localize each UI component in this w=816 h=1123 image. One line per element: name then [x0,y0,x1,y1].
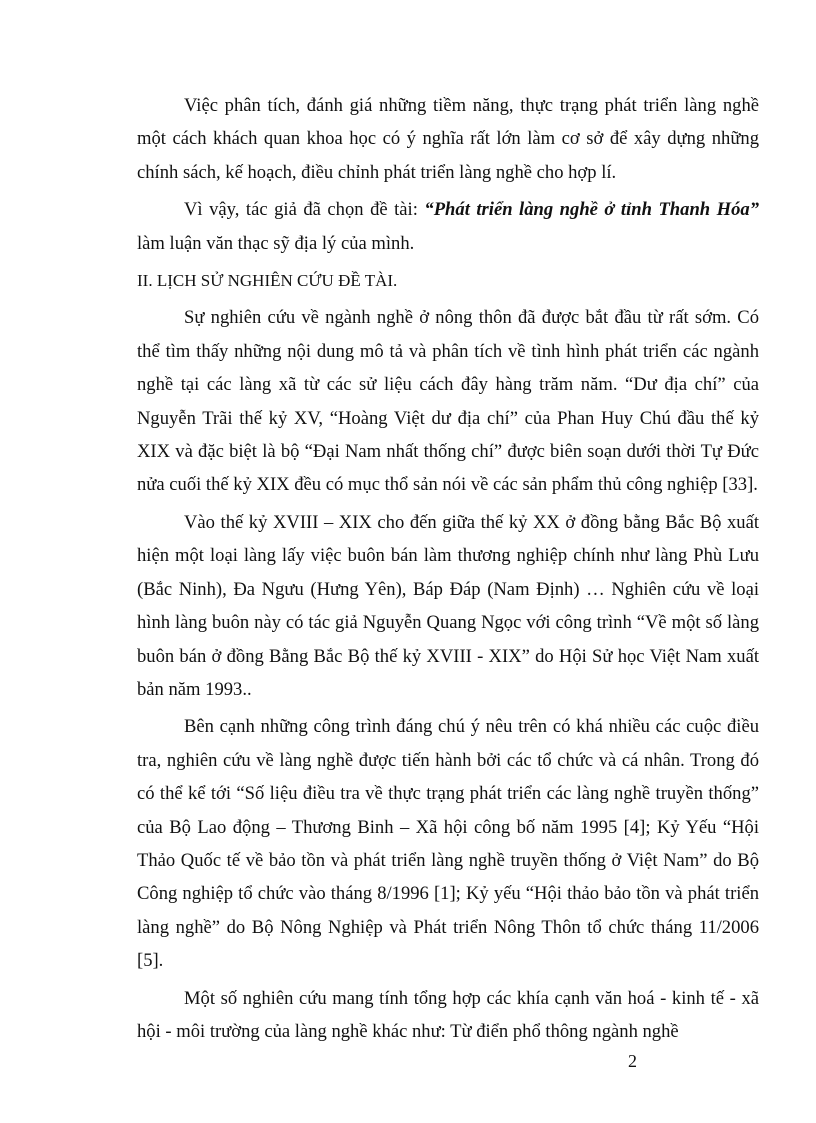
thesis-title: “Phát triển làng nghề ở tỉnh Thanh Hóa” [424,199,760,221]
paragraph-trade-villages: Vào thế kỷ XVIII – XIX cho đến giữa thế kỷ XX ở đồng bằng Bắc Bộ xuất hiện một loại làng lấy việc buôn bán làm thương nghiệp chính như làng Phù Lưu (Bắc Ninh), Đa Ngưu (Hưng Yên), Báp Đáp (Nam Định) … Nghiên cứu về loại hình làng buôn này có tác giả Nguyễn Quang Ngọc với công trình “Về một số làng buôn bán ở đồng Bằng Bắc Bộ thế kỷ XVIII - XIX” do Hội Sử học Việt Nam xuất bản năm 1993.. [137,511,759,700]
paragraph-synthesis: Một số nghiên cứu mang tính tổng hợp các khía cạnh văn hoá - kinh tế - xã hội - môi trường của làng nghề khác như: Từ điển phổ thông ngành nghề [137,987,759,1042]
paragraph-topic [137,193,759,260]
paragraph-intro: Việc phân tích, đánh giá những tiềm năng, thực trạng phát triển làng nghề một cách khách quan khoa học có ý nghĩa rất lớn làm cơ sở để xây dựng những chính sách, kế hoạch, điều chỉnh phát triển làng nghề cho hợp lí. [137,95,759,183]
topic-lead-text: Vì vậy, tác giả đã chọn đề tài: [184,199,425,221]
paragraph-history: Sự nghiên cứu về ngành nghề ở nông thôn đã được bắt đầu từ rất sớm. Có thể tìm thấy những nội dung mô tả và phân tích về tình hình phát triển các ngành nghề tại các làng xã từ các sử liệu cách đây hàng trăm năm. “Dư địa chí” của Nguyễn Trãi thế kỷ XV, “Hoàng Việt dư địa chí” của Phan Huy Chú đầu thế kỷ XIX và đặc biệt là bộ “Đại Nam nhất thống chí” được biên soạn dưới thời Tự Đức nửa cuối thế kỷ XIX đều có mục thổ sản nói về các sản phẩm thủ công nghiệp [33]. [137,307,759,496]
paragraph-surveys: Bên cạnh những công trình đáng chú ý nêu trên có khá nhiều các cuộc điều tra, nghiên cứu về làng nghề được tiến hành bởi các tổ chức và cá nhân. Trong đó có thể kể tới “Số liệu điều tra về thực trạng phát triển các làng nghề truyền thống” của Bộ Lao động – Thương Binh – Xã hội công bố năm 1995 [4]; Kỷ Yếu “Hội Thảo Quốc tế về bảo tồn và phát triển làng nghề truyền thống ở Việt Nam” do Bộ Công nghiệp tổ chức vào tháng 8/1996 [1]; Kỷ yếu “Hội thảo bảo tồn và phát triển làng nghề” do Bộ Nông Nghiệp và Phát triển Nông Thôn tổ chức tháng 11/2006 [5]. [137,716,759,972]
page-number: 2 [628,1051,637,1071]
topic-tail-text: làm luận văn thạc sỹ địa lý của mình. [137,232,415,254]
section-heading: II. LỊCH SỬ NGHIÊN CỨU ĐỀ TÀI. [137,271,398,291]
document-page [137,89,759,1052]
